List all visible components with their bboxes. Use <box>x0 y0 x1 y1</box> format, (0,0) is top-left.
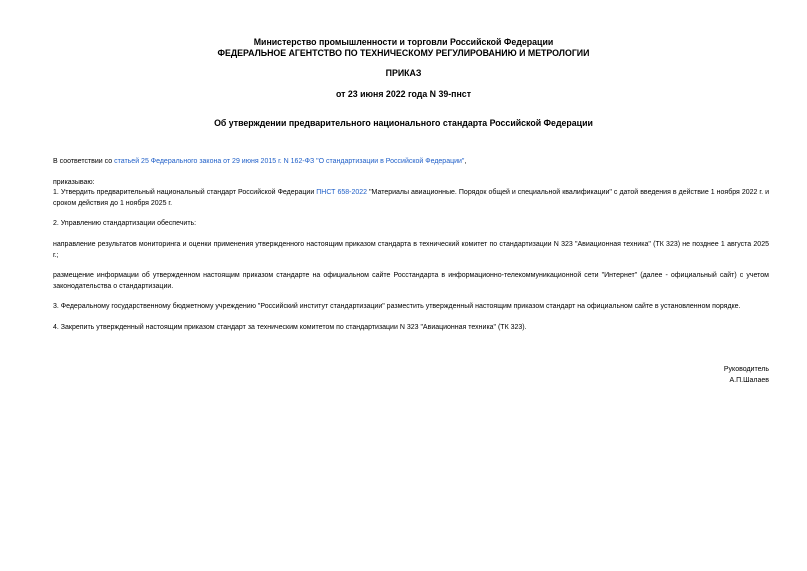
signature-name: А.П.Шалаев <box>729 377 769 384</box>
federal-law-link[interactable]: статьей 25 Федерального закона от 29 июня 2015 г. N 162-ФЗ "О стандартизации в Российской Федерации" <box>114 158 465 165</box>
standard-link[interactable]: ПНСТ 658-2022 <box>316 189 368 196</box>
agency-heading: ФЕДЕРАЛЬНОЕ АГЕНТСТВО ПО ТЕХНИЧЕСКОМУ РЕГУЛИРОВАНИЮ И МЕТРОЛОГИИ <box>217 48 590 58</box>
item-2-paragraph: 2. Управлению стандартизации обеспечить: <box>53 220 197 227</box>
date-and-number: от 23 июня 2022 года N 39-пнст <box>335 89 472 99</box>
item-3-paragraph: 3. Федеральному государственному бюджетному учреждению "Российский институт стандартизации" разместить утвержденный настоящим приказом стандарт на официальном сайте в установленном порядке. <box>53 303 741 310</box>
preamble-paragraph <box>53 156 769 167</box>
document-type: ПРИКАЗ <box>385 68 422 78</box>
item-1-paragraph <box>53 187 769 209</box>
order-word: приказываю: <box>53 179 95 186</box>
item-1-suffix: "Материалы авиационные. Порядок общей и специальной квалификации" с датой введения в действие 1 ноября 2022 г. и сроком действия до 1 ноября 2025 г. <box>53 189 769 207</box>
item-4-paragraph: 4. Закрепить утвержденный настоящим приказом стандарт за техническим комитетом по стандартизации N 323 "Авиационная техника" (ТК 323). <box>53 324 527 331</box>
signature-position: Руководитель <box>723 366 769 373</box>
document-title: Об утверждении предварительного национального стандарта Российской Федерации <box>214 118 593 128</box>
item-2-subitem-1: направление результатов мониторинга и оценки применения утвержденного настоящим приказом стандарта в технический комитет по стандартизации N 323 "Авиационная техника" (ТК 323) не позднее 1 августа 2025 г.; <box>53 241 769 259</box>
preamble-suffix: , <box>464 158 467 165</box>
item-1-prefix: 1. Утвердить предварительный национальный стандарт Российской Федерации <box>53 189 317 196</box>
item-2-subitem-2: размещение информации об утвержденном настоящим приказом стандарте на официальном сайте Росстандарта в информационно-телекоммуникационной сети "Интернет" (далее - официальный сайт) с учетом законодательства о стандартизации. <box>53 272 769 290</box>
ministry-heading: Министерство промышленности и торговли Российской Федерации <box>253 37 554 47</box>
preamble-prefix: В соответствии со <box>53 158 115 165</box>
